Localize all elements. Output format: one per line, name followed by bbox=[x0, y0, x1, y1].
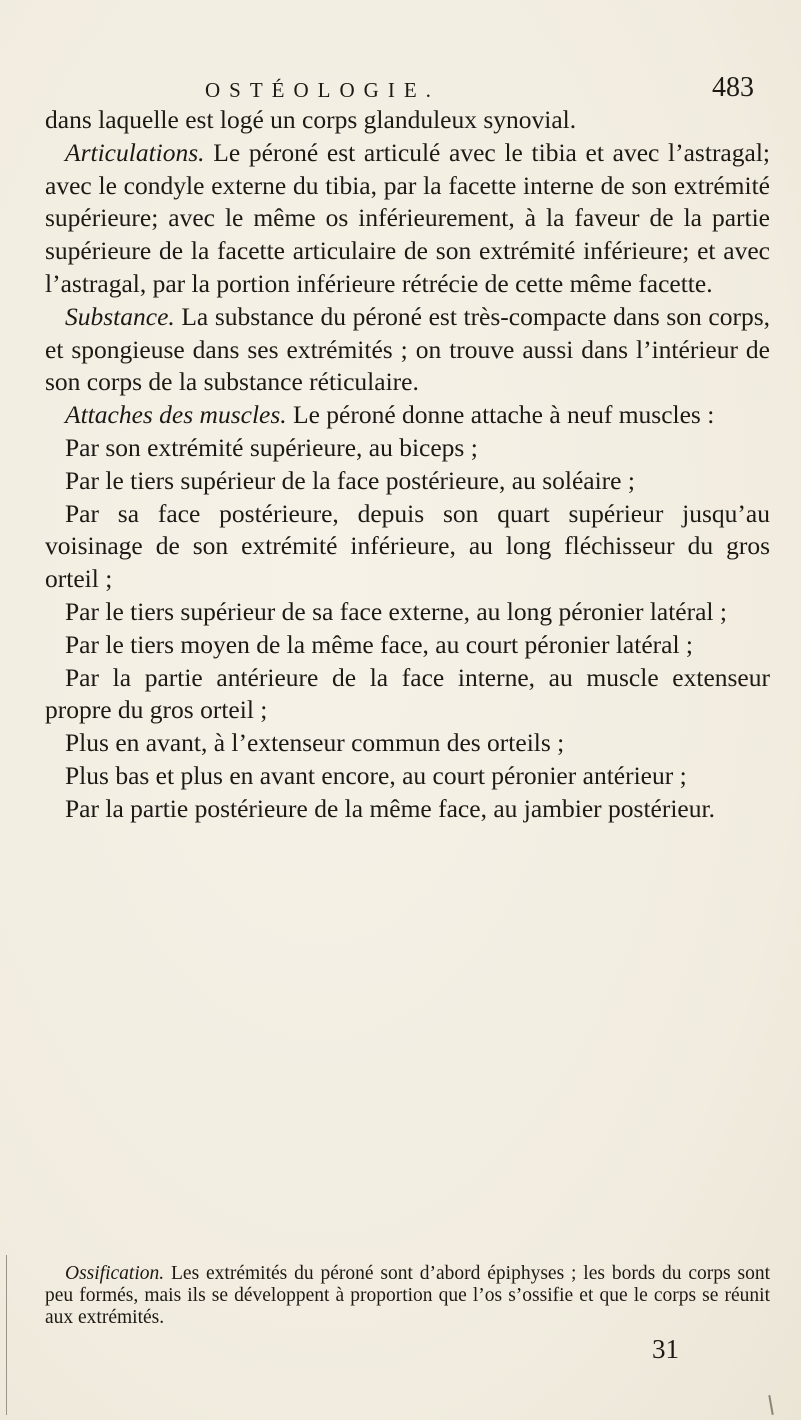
footnote-text: Les extrémités du péroné sont d’abord épiphyses ; les bords du corps sont peu formés, mais ils se développent à proportion que l’os s’ossifie et que le corps se réunit aux extrémités. bbox=[45, 1263, 770, 1328]
body-text bbox=[45, 104, 770, 826]
signature-mark: 31 bbox=[652, 1334, 679, 1364]
section-label-attaches: Attaches des muscles. bbox=[65, 400, 287, 430]
muscle-list-item: Par le tiers supérieur de la face postérieure, au soléaire ; bbox=[65, 465, 635, 495]
muscle-list-item: Plus bas et plus en avant encore, au court péronier antérieur ; bbox=[65, 760, 687, 790]
muscle-list-item: Par la partie postérieure de la même face, au jambier postérieur. bbox=[65, 793, 715, 823]
paragraph-text: Le péroné est articulé avec le tibia et avec l’astragal; avec le condyle externe du tibia, par la facette interne de son extrémité supérieure; avec le même os inférieurement, à la faveur de la partie supérieure de la facette articulaire de son extrémité inférieure; et avec l’astragal, par la portion inférieure rétrécie de cette même facette. bbox=[45, 137, 770, 298]
paragraph-articulations bbox=[45, 137, 770, 301]
paragraph-text: La substance du péroné est très-compacte dans son corps, et spongieuse dans ses extrémités ; on trouve aussi dans l’intérieur de son corps de la substance réticulaire. bbox=[45, 301, 770, 397]
muscle-list-item: Plus en avant, à l’extenseur commun des orteils ; bbox=[65, 728, 565, 758]
muscle-list-item: Par le tiers supérieur de sa face externe, au long péronier latéral ; bbox=[65, 596, 727, 626]
section-label-substance: Substance. bbox=[65, 301, 175, 331]
running-head: OSTÉOLOGIE. bbox=[205, 78, 440, 102]
muscle-list-item: Par sa face postérieure, depuis son quart supérieur jusqu’au voisinage de son extrémité inférieure, au long fléchisseur du gros orteil ; bbox=[45, 498, 770, 594]
paragraph-substance bbox=[45, 301, 770, 399]
paragraph-text: dans laquelle est logé un corps glanduleux synovial. bbox=[45, 105, 577, 134]
paragraph-continuation bbox=[45, 104, 770, 137]
paragraph-attaches bbox=[45, 399, 770, 432]
section-label-articulations: Articulations. bbox=[65, 137, 205, 167]
page-number: 483 bbox=[712, 72, 754, 103]
page-edge-shadow bbox=[6, 1255, 7, 1415]
footnote-label: Ossification. bbox=[65, 1263, 165, 1284]
muscle-list-item: Par le tiers moyen de la même face, au court péronier latéral ; bbox=[65, 629, 693, 659]
paragraph-text: Le péroné donne attache à neuf muscles : bbox=[286, 400, 715, 430]
stray-ink-mark bbox=[768, 1395, 773, 1415]
muscle-list-item: Par son extrémité supérieure, au biceps ; bbox=[65, 432, 478, 462]
muscle-list-item: Par la partie antérieure de la face interne, au muscle extenseur propre du gros orteil ; bbox=[45, 662, 770, 725]
footnote-ossification bbox=[45, 1263, 770, 1329]
